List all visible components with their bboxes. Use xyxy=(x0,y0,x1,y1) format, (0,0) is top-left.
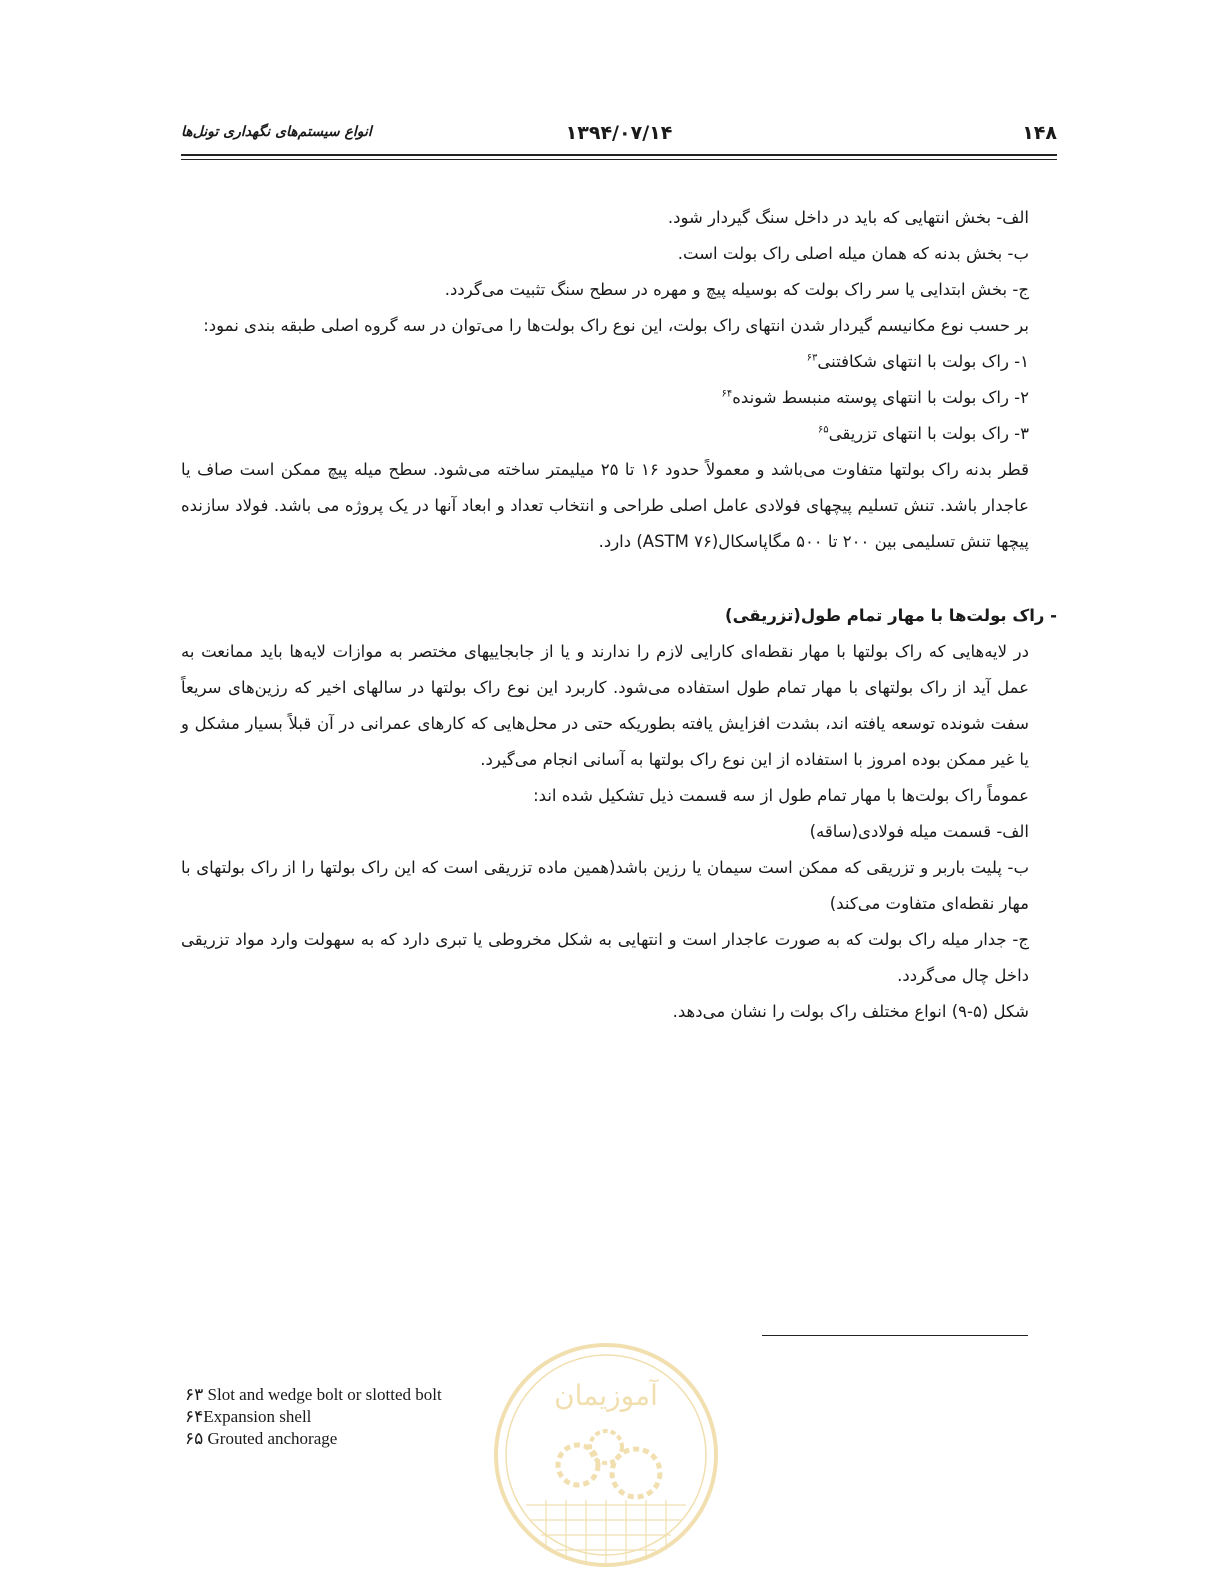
classification-item-1 xyxy=(181,344,1057,380)
part-item-be: ب- پلیت باربر و تزریقی که ممکن است سیمان یا رزین باشد(همین ماده تزریقی است که این راک بولتها را از راک بولتهای با مهار نقطه‌ای متفاوت می‌کند) xyxy=(181,858,1029,913)
footnotes xyxy=(185,1384,442,1450)
footnote-separator xyxy=(762,1335,1028,1336)
watermark-seal-icon xyxy=(486,1335,726,1584)
classification-item-2-text: ۲- راک بولت با انتهای پوسته منبسط شونده xyxy=(732,388,1029,407)
watermark-logo xyxy=(486,1335,726,1584)
spacer xyxy=(181,560,1057,582)
paragraph-parts: عموماً راک بولت‌ها با مهار تمام طول از سه قسمت ذیل تشکیل شده اند: xyxy=(533,786,1029,805)
running-title: انواع سیستم‌های نگهداری تونل‌ها xyxy=(181,124,372,140)
section-heading-grouted: - راک بولت‌ها با مهار تمام طول(تزریقی) xyxy=(725,606,1057,625)
footnote-ref-65: ۶۵ xyxy=(817,424,829,436)
figure-reference: شکل (۵-۹) انواع مختلف راک بولت را نشان می‌دهد. xyxy=(672,1002,1029,1021)
list-item-alef: الف- بخش انتهایی که باید در داخل سنگ گیردار شود. xyxy=(667,208,1029,227)
watermark-logo-text: آموزیمان xyxy=(554,1379,658,1412)
list-item-be: ب- بخش بدنه که همان میله اصلی راک بولت است. xyxy=(677,244,1029,263)
header-rule xyxy=(181,154,1057,156)
footnote-ref-64: ۶۴ xyxy=(721,388,733,400)
part-item-alef: الف- قسمت میله فولادی(ساقه) xyxy=(809,822,1029,841)
page-body xyxy=(181,200,1057,1030)
list-item-jim: ج- بخش ابتدایی یا سر راک بولت که بوسیله پیچ و مهره در سطح سنگ تثبیت می‌گردد. xyxy=(444,280,1029,299)
classification-item-3 xyxy=(181,416,1057,452)
footnote-63: ۶۳ Slot and wedge bolt or slotted bolt xyxy=(185,1385,442,1404)
footnote-ref-63: ۶۳ xyxy=(806,352,818,364)
header-date: ۱۳۹۴/۰۷/۱۴ xyxy=(565,122,673,144)
classification-item-3-text: ۳- راک بولت با انتهای تزریقی xyxy=(828,424,1029,443)
header-rule-thin xyxy=(181,159,1057,160)
paragraph-diameter: قطر بدنه راک بولتها متفاوت می‌باشد و معمولاً حدود ۱۶ تا ۲۵ میلیمتر ساخته می‌شود. سطح میله پیچ ممکن است صاف یا عاجدار باشد. تنش تسلیم پیچهای فولادی عامل اصلی طراحی و انتخاب تعداد و ابعاد آنها در یک پروژه می باشد. فولاد سازنده پیچها تنش تسلیمی بین ۲۰۰ تا ۵۰۰ مگاپاسکال(ASTM ۷۶) دارد. xyxy=(181,460,1029,551)
page-number: ۱۴۸ xyxy=(1022,122,1057,144)
page-header xyxy=(181,118,1057,158)
part-item-jim: ج- جدار میله راک بولت که به صورت عاجدار است و انتهایی به شکل مخروطی یا تبری دارد که به سهولت وارد مواد تزریقی داخل چال می‌گردد. xyxy=(181,930,1029,985)
classification-item-1-text: ۱- راک بولت با انتهای شکافتنی xyxy=(817,352,1029,371)
footnote-65: ۶۵ Grouted anchorage xyxy=(185,1429,338,1448)
paragraph-layers: در لایه‌هایی که راک بولتها با مهار نقطه‌ای کارایی لازم را ندارند و یا از جابجاییهای مختصر به موازات لایه‌ها باید ممانعت به عمل آید از راک بولتهای با مهار تمام طول استفاده می‌شود. کاربرد این نوع راک بولتها در سالهای اخیر که رزین‌های سریعاً سفت شونده توسعه یافته اند، بشدت افزایش یافته بطوریکه حتی در محل‌هایی که کارهای عمرانی در آن قبلاً بسیار مشکل و یا غیر ممکن بوده امروز با استفاده از این نوع راک بولتها به آسانی انجام می‌گیرد. xyxy=(181,642,1029,769)
footnote-64: ۶۴Expansion shell xyxy=(185,1407,312,1426)
classification-item-2 xyxy=(181,380,1057,416)
paragraph-classification: بر حسب نوع مکانیسم گیردار شدن انتهای راک بولت، این نوع راک بولت‌ها را می‌توان در سه گروه اصلی طبقه بندی نمود: xyxy=(203,316,1029,335)
